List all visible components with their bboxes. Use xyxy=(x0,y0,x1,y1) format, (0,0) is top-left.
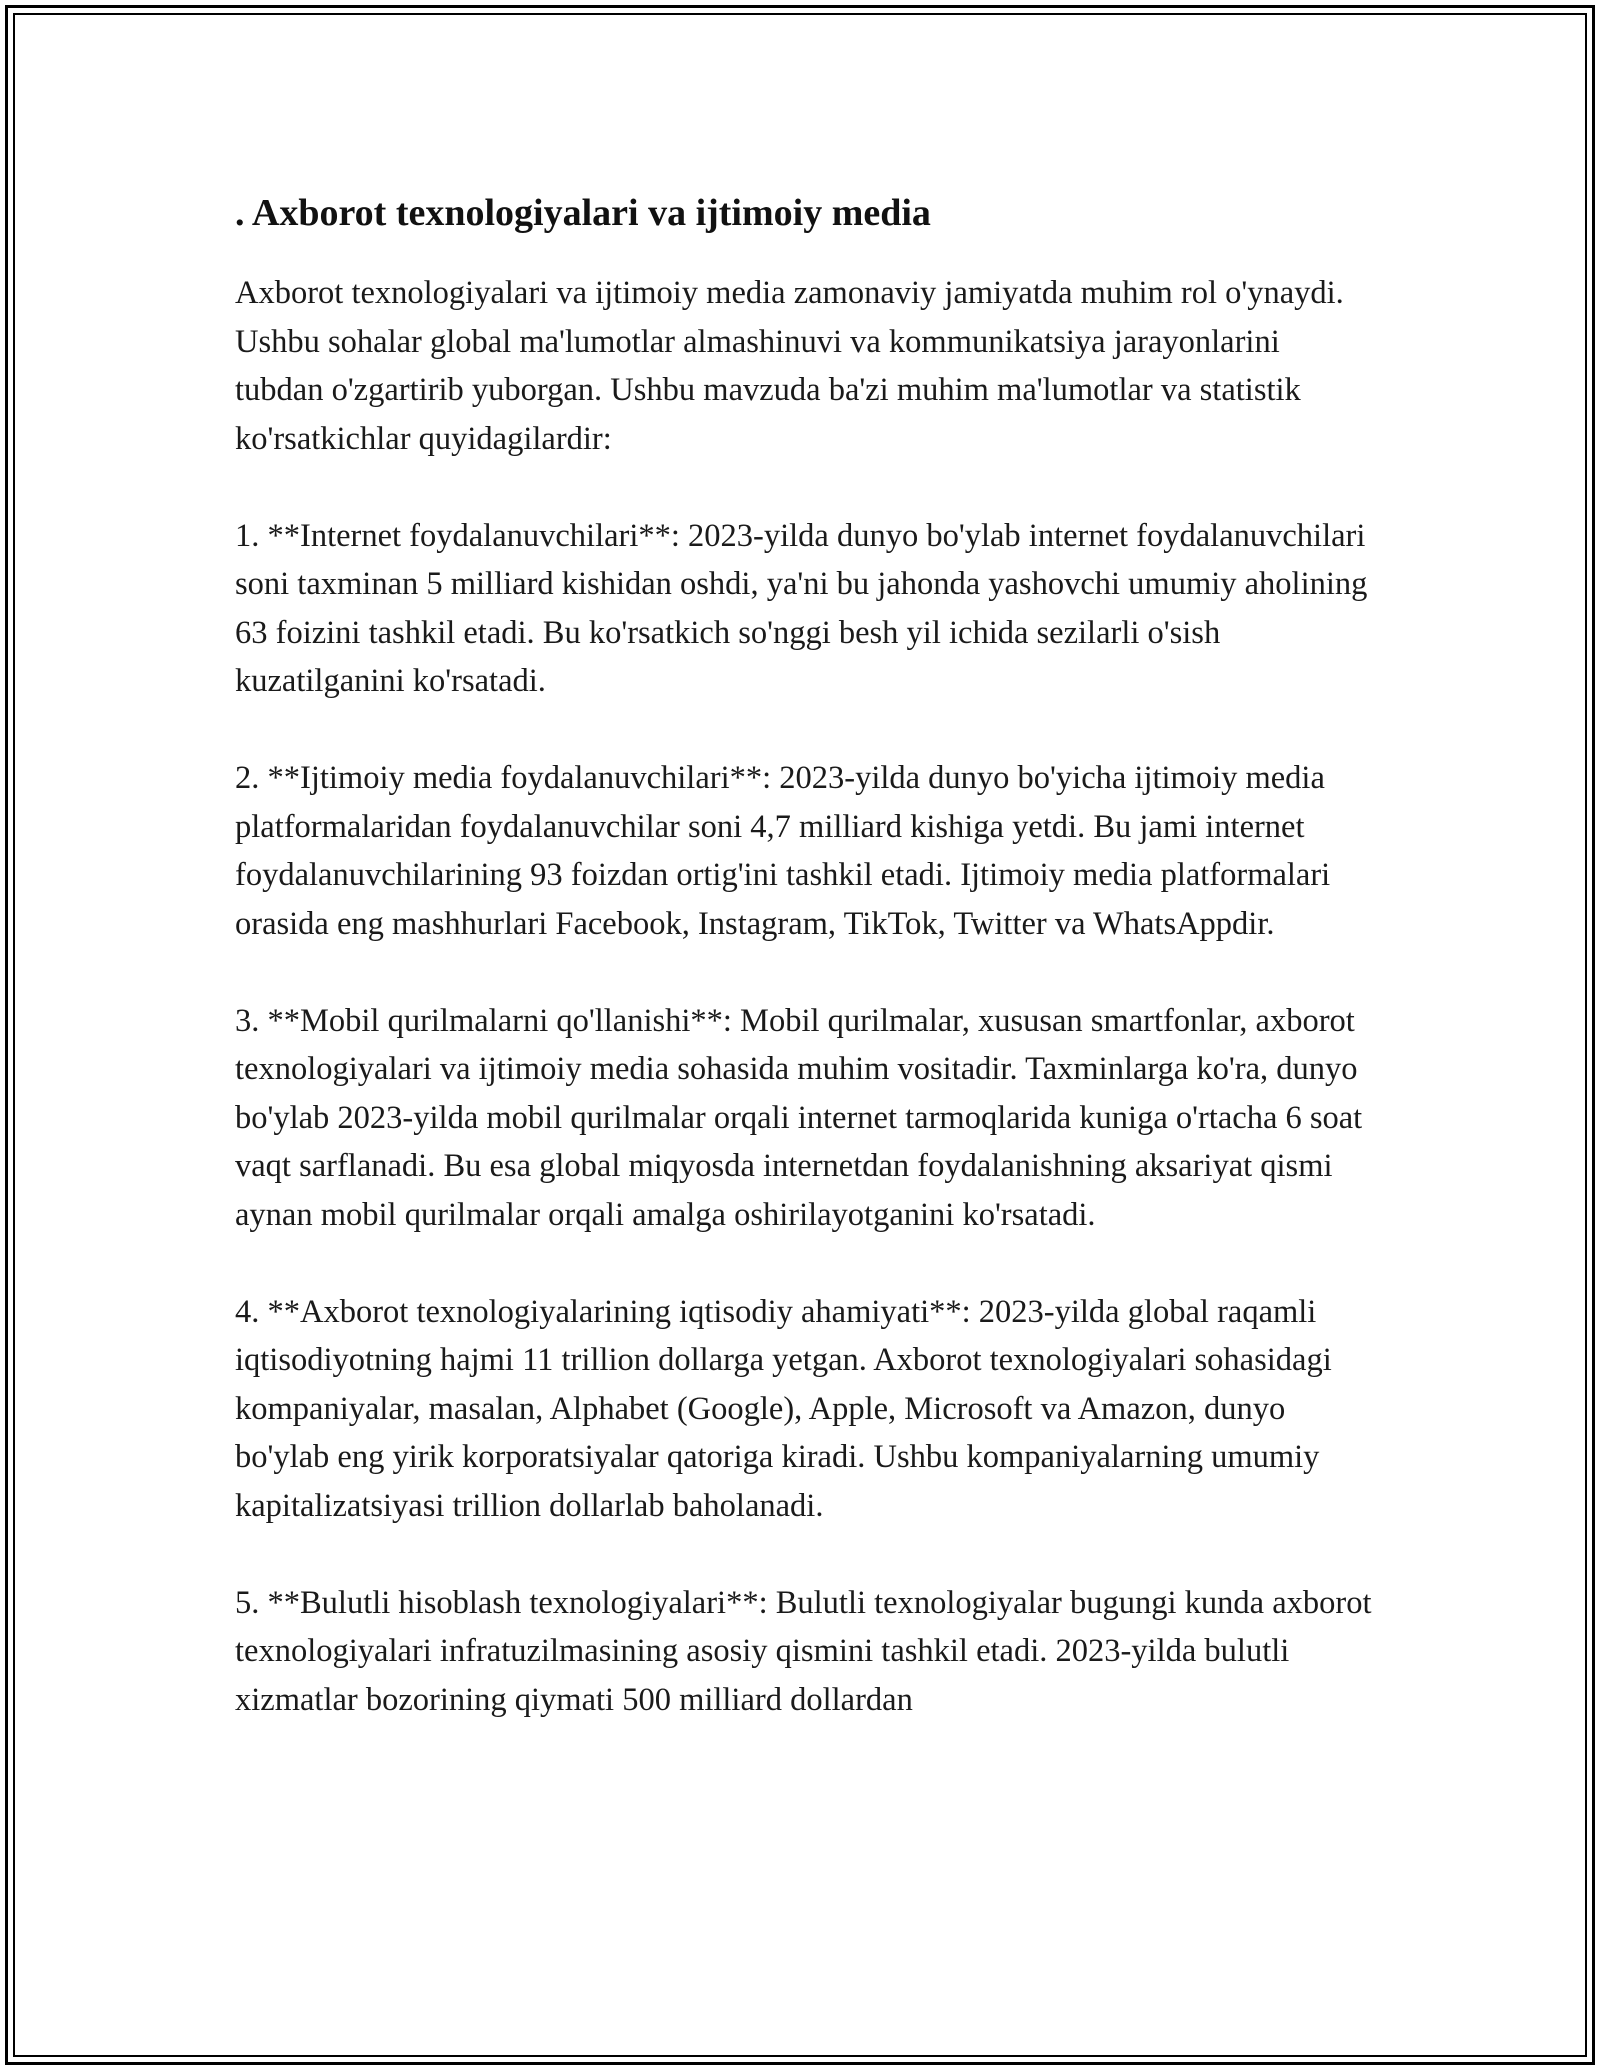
document-body xyxy=(235,185,1375,1773)
intro-paragraph: Axborot texnologiyalari va ijtimoiy media zamonaviy jamiyatda muhim rol o'ynaydi. Ushbu sohalar global ma'lumotlar almashinuvi va kommunikatsiya jarayonlarini tubdan o'zgartirib yuborgan. Ushbu mavzuda ba'zi muhim ma'lumotlar va statistik ko'rsatkichlar quyidagilardir: xyxy=(235,275,1344,457)
page-title: . Axborot texnologiyalari va ijtimoiy media xyxy=(235,192,931,234)
list-item-cloud-computing: 5. **Bulutli hisoblash texnologiyalari**: Bulutli texnologiyalar bugungi kunda axborot texnologiyalari infratuzilmasining asosiy qismini tashkil etadi. 2023-yilda bulutli xizmatlar bozorining qiymati 500 milliard dollardan xyxy=(235,1584,1372,1718)
list-item-social-media-users: 2. **Ijtimoiy media foydalanuvchilari**: 2023-yilda dunyo bo'yicha ijtimoiy media platformalaridan foydalanuvchilar soni 4,7 milliard kishiga yetdi. Bu jami internet foydalanuvchilarining 93 foizdan ortig'ini tashkil etadi. Ijtimoiy media platformalari orasida eng mashhurlari Facebook, Instagram, TikTok, Twitter va WhatsAppdir. xyxy=(235,760,1331,942)
list-item-mobile-devices: 3. **Mobil qurilmalarni qo'llanishi**: Mobil qurilmalar, xususan smartfonlar, axborot texnologiyalari va ijtimoiy media sohasida muhim vositadir. Taxminlarga ko'ra, dunyo bo'ylab 2023-yilda mobil qurilmalar orqali internet tarmoqlarida kuniga o'rtacha 6 soat vaqt sarflanadi. Bu esa global miqyosda internetdan foydalanishning aksariyat qismi aynan mobil qurilmalar orqali amalga oshirilayotganini ko'rsatadi. xyxy=(235,1002,1363,1233)
list-item-internet-users: 1. **Internet foydalanuvchilari**: 2023-yilda dunyo bo'ylab internet foydalanuvchilari soni taxminan 5 milliard kishidan oshdi, ya'ni bu jahonda yashovchi umumiy aholining 63 foizini tashkil etadi. Bu ko'rsatkich so'nggi besh yil ichida sezilarli o'sish kuzatilganini ko'rsatadi. xyxy=(235,517,1368,699)
list-item-economic-importance: 4. **Axborot texnologiyalarining iqtisodiy ahamiyati**: 2023-yilda global raqamli iqtisodiyotning hajmi 11 trillion dollarga yetgan. Axborot texnologiyalari sohasidagi kompaniyalar, masalan, Alphabet (Google), Apple, Microsoft va Amazon, dunyo bo'ylab eng yirik korporatsiyalar qatoriga kiradi. Ushbu kompaniyalarning umumiy kapitalizatsiyasi trillion dollarlab baholanadi. xyxy=(235,1293,1332,1524)
